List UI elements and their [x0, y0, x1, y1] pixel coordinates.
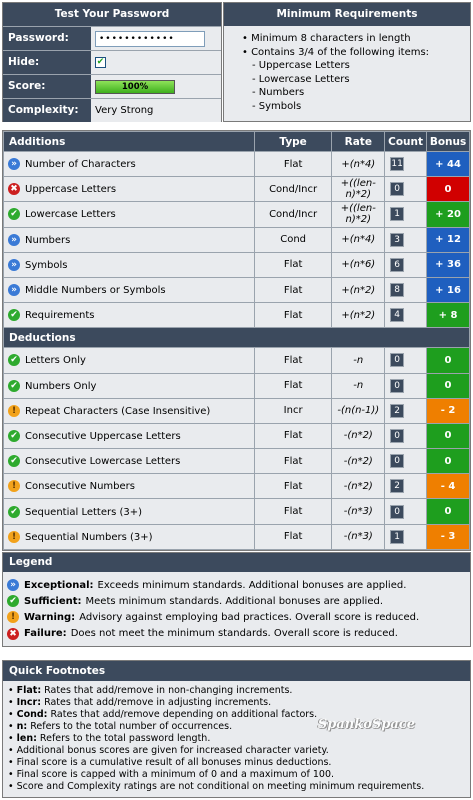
bonus-cell: + 44: [427, 152, 470, 177]
type-cell: Flat: [254, 373, 332, 398]
count-value: 0: [390, 379, 404, 393]
count-cell: [385, 499, 427, 524]
count-cell: [385, 373, 427, 398]
count-value: 0: [390, 353, 404, 367]
plus-circle-icon: »: [8, 234, 20, 246]
count-value: 0: [390, 429, 404, 443]
legend-term: Failure:: [24, 628, 67, 640]
footnote-desc: Rates that add/remove in non-changing increments.: [44, 685, 293, 696]
bonus-cell: 0: [427, 373, 470, 398]
bonus-cell: - 2: [427, 398, 470, 423]
type-cell: Flat: [254, 474, 332, 499]
count-value: 2: [390, 479, 404, 493]
rate-cell: +(n*4): [332, 152, 385, 177]
criterion-cell: [4, 277, 255, 302]
count-value: 0: [390, 454, 404, 468]
footnote-desc: Final score is capped with a minimum of 0 and a maximum of 100.: [16, 769, 335, 780]
requirements-list: [224, 26, 470, 121]
count-cell: [385, 227, 427, 252]
bonus-cell: 0: [427, 348, 470, 373]
rate-cell: +(n*2): [332, 303, 385, 328]
scoring-table-body: [4, 152, 470, 550]
type-cell: Flat: [254, 449, 332, 474]
legend-item: [7, 626, 470, 642]
table-row: [4, 152, 470, 177]
footnote-item: • Flat: Rates that add/remove in non-changing increments.: [8, 685, 293, 696]
password-row: [3, 26, 221, 50]
count-value: 8: [390, 283, 404, 297]
check-circle-icon: ✔: [8, 309, 20, 321]
legend-desc: Does not meet the minimum standards. Overall score is reduced.: [70, 628, 398, 640]
test-password-header: Test Your Password: [3, 3, 221, 26]
type-cell: Flat: [254, 152, 332, 177]
criterion-name: Letters Only: [25, 355, 86, 367]
score-value: 100%: [121, 81, 149, 92]
table-row: [4, 423, 470, 448]
criterion-name: Number of Characters: [25, 159, 136, 171]
table-row: [4, 398, 470, 423]
table-row: [4, 474, 470, 499]
check-circle-icon: ✔: [8, 208, 20, 220]
complexity-value: Very Strong: [91, 99, 221, 122]
criterion-name: Numbers: [25, 234, 71, 246]
criterion-cell: [4, 524, 255, 549]
table-row: [4, 227, 470, 252]
count-cell: [385, 177, 427, 202]
footnotes-list: [3, 681, 470, 797]
criterion-cell: [4, 373, 255, 398]
footnote-term: Flat:: [16, 685, 42, 696]
footnote-desc: Final score is a cumulative result of all bonuses minus deductions.: [16, 757, 332, 768]
criterion-cell: [4, 227, 255, 252]
footnote-item: • Final score is capped with a minimum of 0 and a maximum of 100.: [8, 769, 335, 780]
criterion-cell: [4, 348, 255, 373]
legend-list: [3, 572, 470, 646]
bonus-cell: 0: [427, 499, 470, 524]
footnote-desc: Rates that add/remove depending on additional factors.: [50, 709, 318, 720]
test-password-panel: [2, 2, 222, 122]
check-circle-icon: ✔: [8, 506, 20, 518]
hide-label: Hide:: [3, 51, 91, 74]
deductions-header: Deductions: [4, 328, 470, 348]
bonus-cell: 0: [427, 177, 470, 202]
footnote-item: • Incr: Rates that add/remove in adjusting increments.: [8, 697, 272, 708]
criterion-name: Numbers Only: [25, 380, 97, 392]
check-circle-icon: ✔: [8, 455, 20, 467]
requirement-subitem: - Uppercase Letters: [252, 60, 350, 71]
legend-item: [7, 577, 470, 593]
table-row: [4, 177, 470, 202]
requirements-header: Minimum Requirements: [224, 3, 470, 26]
type-cell: Flat: [254, 499, 332, 524]
count-cell: [385, 303, 427, 328]
criterion-name: Symbols: [25, 259, 68, 271]
legend-item: [7, 593, 470, 609]
rate-cell: -n: [332, 373, 385, 398]
password-label: Password:: [3, 27, 91, 50]
check-circle-icon: ✔: [8, 380, 20, 392]
rate-cell: -n: [332, 348, 385, 373]
footnote-item: • Additional bonus scores are given for increased character variety.: [8, 745, 329, 756]
rate-cell: +(n*2): [332, 277, 385, 302]
footnote-term: Incr:: [16, 697, 42, 708]
type-cell: Flat: [254, 277, 332, 302]
col-count: Count: [385, 132, 427, 152]
rate-cell: +((len-n)*2): [332, 202, 385, 227]
count-value: 3: [390, 233, 404, 247]
footnote-term: len:: [16, 733, 37, 744]
bonus-cell: + 12: [427, 227, 470, 252]
col-rate: Rate: [332, 132, 385, 152]
count-value: 0: [390, 505, 404, 519]
count-cell: [385, 152, 427, 177]
scoring-table-panel: [2, 130, 471, 551]
warning-circle-icon: !: [8, 405, 20, 417]
col-type: Type: [254, 132, 332, 152]
footnote-term: Cond:: [16, 709, 48, 720]
legend-term: Warning:: [24, 611, 76, 623]
col-additions: Additions: [4, 132, 255, 152]
criterion-cell: [4, 499, 255, 524]
count-cell: [385, 348, 427, 373]
requirements-panel: [223, 2, 471, 122]
rate-cell: +((len-n)*2): [332, 177, 385, 202]
plus-circle-icon: »: [7, 579, 19, 591]
count-cell: [385, 252, 427, 277]
criterion-cell: [4, 398, 255, 423]
criterion-name: Repeat Characters (Case Insensitive): [25, 405, 211, 417]
rate-cell: +(n*6): [332, 252, 385, 277]
type-cell: Flat: [254, 252, 332, 277]
count-value: 11: [391, 159, 403, 170]
requirement-subitem: - Lowercase Letters: [252, 73, 350, 85]
plus-circle-icon: »: [8, 259, 20, 271]
count-cell: [385, 474, 427, 499]
count-cell: [385, 423, 427, 448]
check-circle-icon: ✔: [8, 430, 20, 442]
table-row: [4, 348, 470, 373]
legend-desc: Meets minimum standards. Additional bonuses are applied.: [85, 595, 383, 607]
table-row: [4, 202, 470, 227]
rate-cell: -(n*2): [332, 423, 385, 448]
criterion-name: Requirements: [25, 310, 95, 322]
hide-checkbox[interactable]: ✔: [96, 57, 105, 67]
criterion-name: Sequential Numbers (3+): [25, 531, 153, 543]
count-cell: [385, 524, 427, 549]
table-row: [4, 252, 470, 277]
col-bonus: Bonus: [427, 132, 470, 152]
rate-cell: -(n*3): [332, 524, 385, 549]
type-cell: Incr: [254, 398, 332, 423]
type-cell: Flat: [254, 348, 332, 373]
footnote-desc: Score and Complexity ratings are not conditional on meeting minimum requirements.: [16, 781, 425, 792]
password-input[interactable]: ••••••••••••: [95, 31, 205, 47]
criterion-name: Consecutive Uppercase Letters: [25, 430, 181, 442]
watermark-logo: SpankoSpace: [317, 717, 415, 732]
footnote-desc: Additional bonus scores are given for increased character variety.: [16, 745, 329, 756]
type-cell: Flat: [254, 524, 332, 549]
criterion-cell: [4, 202, 255, 227]
count-value: 1: [390, 207, 404, 221]
warning-circle-icon: !: [7, 611, 19, 623]
hide-row: [3, 50, 221, 74]
footnote-item: • len: Refers to the total password length.: [8, 733, 211, 744]
criterion-name: Lowercase Letters: [25, 209, 116, 221]
requirement-item: • Minimum 8 characters in length: [242, 33, 411, 44]
criterion-cell: [4, 474, 255, 499]
legend-item: [7, 609, 470, 625]
count-value: 6: [390, 258, 404, 272]
bonus-cell: + 16: [427, 277, 470, 302]
warning-circle-icon: !: [8, 531, 20, 543]
table-row: [4, 303, 470, 328]
bonus-cell: - 4: [427, 474, 470, 499]
complexity-label: Complexity:: [3, 99, 91, 122]
footnote-item: • Score and Complexity ratings are not conditional on meeting minimum requirements.: [8, 781, 425, 792]
count-cell: [385, 398, 427, 423]
bonus-cell: 0: [427, 423, 470, 448]
legend-desc: Exceeds minimum standards. Additional bonuses are applied.: [97, 579, 407, 591]
type-cell: Cond/Incr: [254, 177, 332, 202]
footnote-item: • n: Refers to the total number of occurrences.: [8, 721, 233, 732]
count-value: 0: [390, 182, 404, 196]
footnote-desc: Refers to the total number of occurrences.: [30, 721, 233, 732]
count-cell: [385, 449, 427, 474]
complexity-row: [3, 98, 221, 122]
requirement-subitem: - Numbers: [252, 87, 305, 98]
bonus-cell: + 36: [427, 252, 470, 277]
legend-term: Sufficient:: [24, 595, 82, 607]
score-bar: [95, 80, 175, 94]
legend-desc: Advisory against employing bad practices. Overall score is reduced.: [79, 611, 420, 623]
footnote-term: n:: [16, 721, 28, 732]
footnote-desc: Refers to the total password length.: [39, 733, 211, 744]
type-cell: Cond/Incr: [254, 202, 332, 227]
criterion-name: Consecutive Numbers: [25, 481, 135, 493]
count-value: 2: [390, 404, 404, 418]
bonus-cell: + 8: [427, 303, 470, 328]
score-label: Score:: [3, 75, 91, 98]
criterion-name: Sequential Letters (3+): [25, 506, 143, 518]
plus-circle-icon: »: [8, 284, 20, 296]
criterion-cell: [4, 303, 255, 328]
rate-cell: +(n*4): [332, 227, 385, 252]
criterion-name: Middle Numbers or Symbols: [25, 285, 166, 297]
rate-cell: -(n*2): [332, 449, 385, 474]
type-cell: Cond: [254, 227, 332, 252]
bonus-cell: 0: [427, 449, 470, 474]
rate-cell: -(n(n-1)): [332, 398, 385, 423]
type-cell: Flat: [254, 303, 332, 328]
x-circle-icon: ✖: [8, 183, 20, 195]
requirement-subitem: - Symbols: [252, 100, 302, 112]
score-row: [3, 74, 221, 98]
criterion-name: Uppercase Letters: [25, 184, 117, 196]
table-row: [4, 373, 470, 398]
check-circle-icon: ✔: [7, 595, 19, 607]
deductions-section-row: [4, 328, 470, 348]
count-cell: [385, 202, 427, 227]
criterion-name: Consecutive Lowercase Letters: [25, 456, 181, 468]
criterion-cell: [4, 152, 255, 177]
criterion-cell: [4, 177, 255, 202]
footnote-item: • Final score is a cumulative result of all bonuses minus deductions.: [8, 757, 332, 768]
x-circle-icon: ✖: [7, 628, 19, 640]
legend-panel: [2, 552, 471, 647]
count-value: 4: [390, 308, 404, 322]
requirement-item: • Contains 3/4 of the following items:: [242, 46, 430, 58]
type-cell: Flat: [254, 423, 332, 448]
criterion-cell: [4, 252, 255, 277]
scoring-table: [3, 131, 470, 550]
count-value: 1: [390, 530, 404, 544]
legend-term: Exceptional:: [24, 579, 94, 591]
footnotes-header: Quick Footnotes: [3, 661, 470, 681]
plus-circle-icon: »: [8, 158, 20, 170]
warning-circle-icon: !: [8, 480, 20, 492]
table-row: [4, 524, 470, 549]
table-row: [4, 449, 470, 474]
footnote-desc: Rates that add/remove in adjusting increments.: [44, 697, 272, 708]
criterion-cell: [4, 449, 255, 474]
criterion-cell: [4, 423, 255, 448]
table-row: [4, 499, 470, 524]
check-circle-icon: ✔: [8, 354, 20, 366]
footnote-item: • Cond: Rates that add/remove depending on additional factors.: [8, 709, 318, 720]
footnotes-panel: [2, 660, 471, 798]
bonus-cell: + 20: [427, 202, 470, 227]
bonus-cell: - 3: [427, 524, 470, 549]
legend-header: Legend: [3, 553, 470, 572]
count-cell: [385, 277, 427, 302]
table-row: [4, 277, 470, 302]
rate-cell: -(n*2): [332, 474, 385, 499]
rate-cell: -(n*3): [332, 499, 385, 524]
